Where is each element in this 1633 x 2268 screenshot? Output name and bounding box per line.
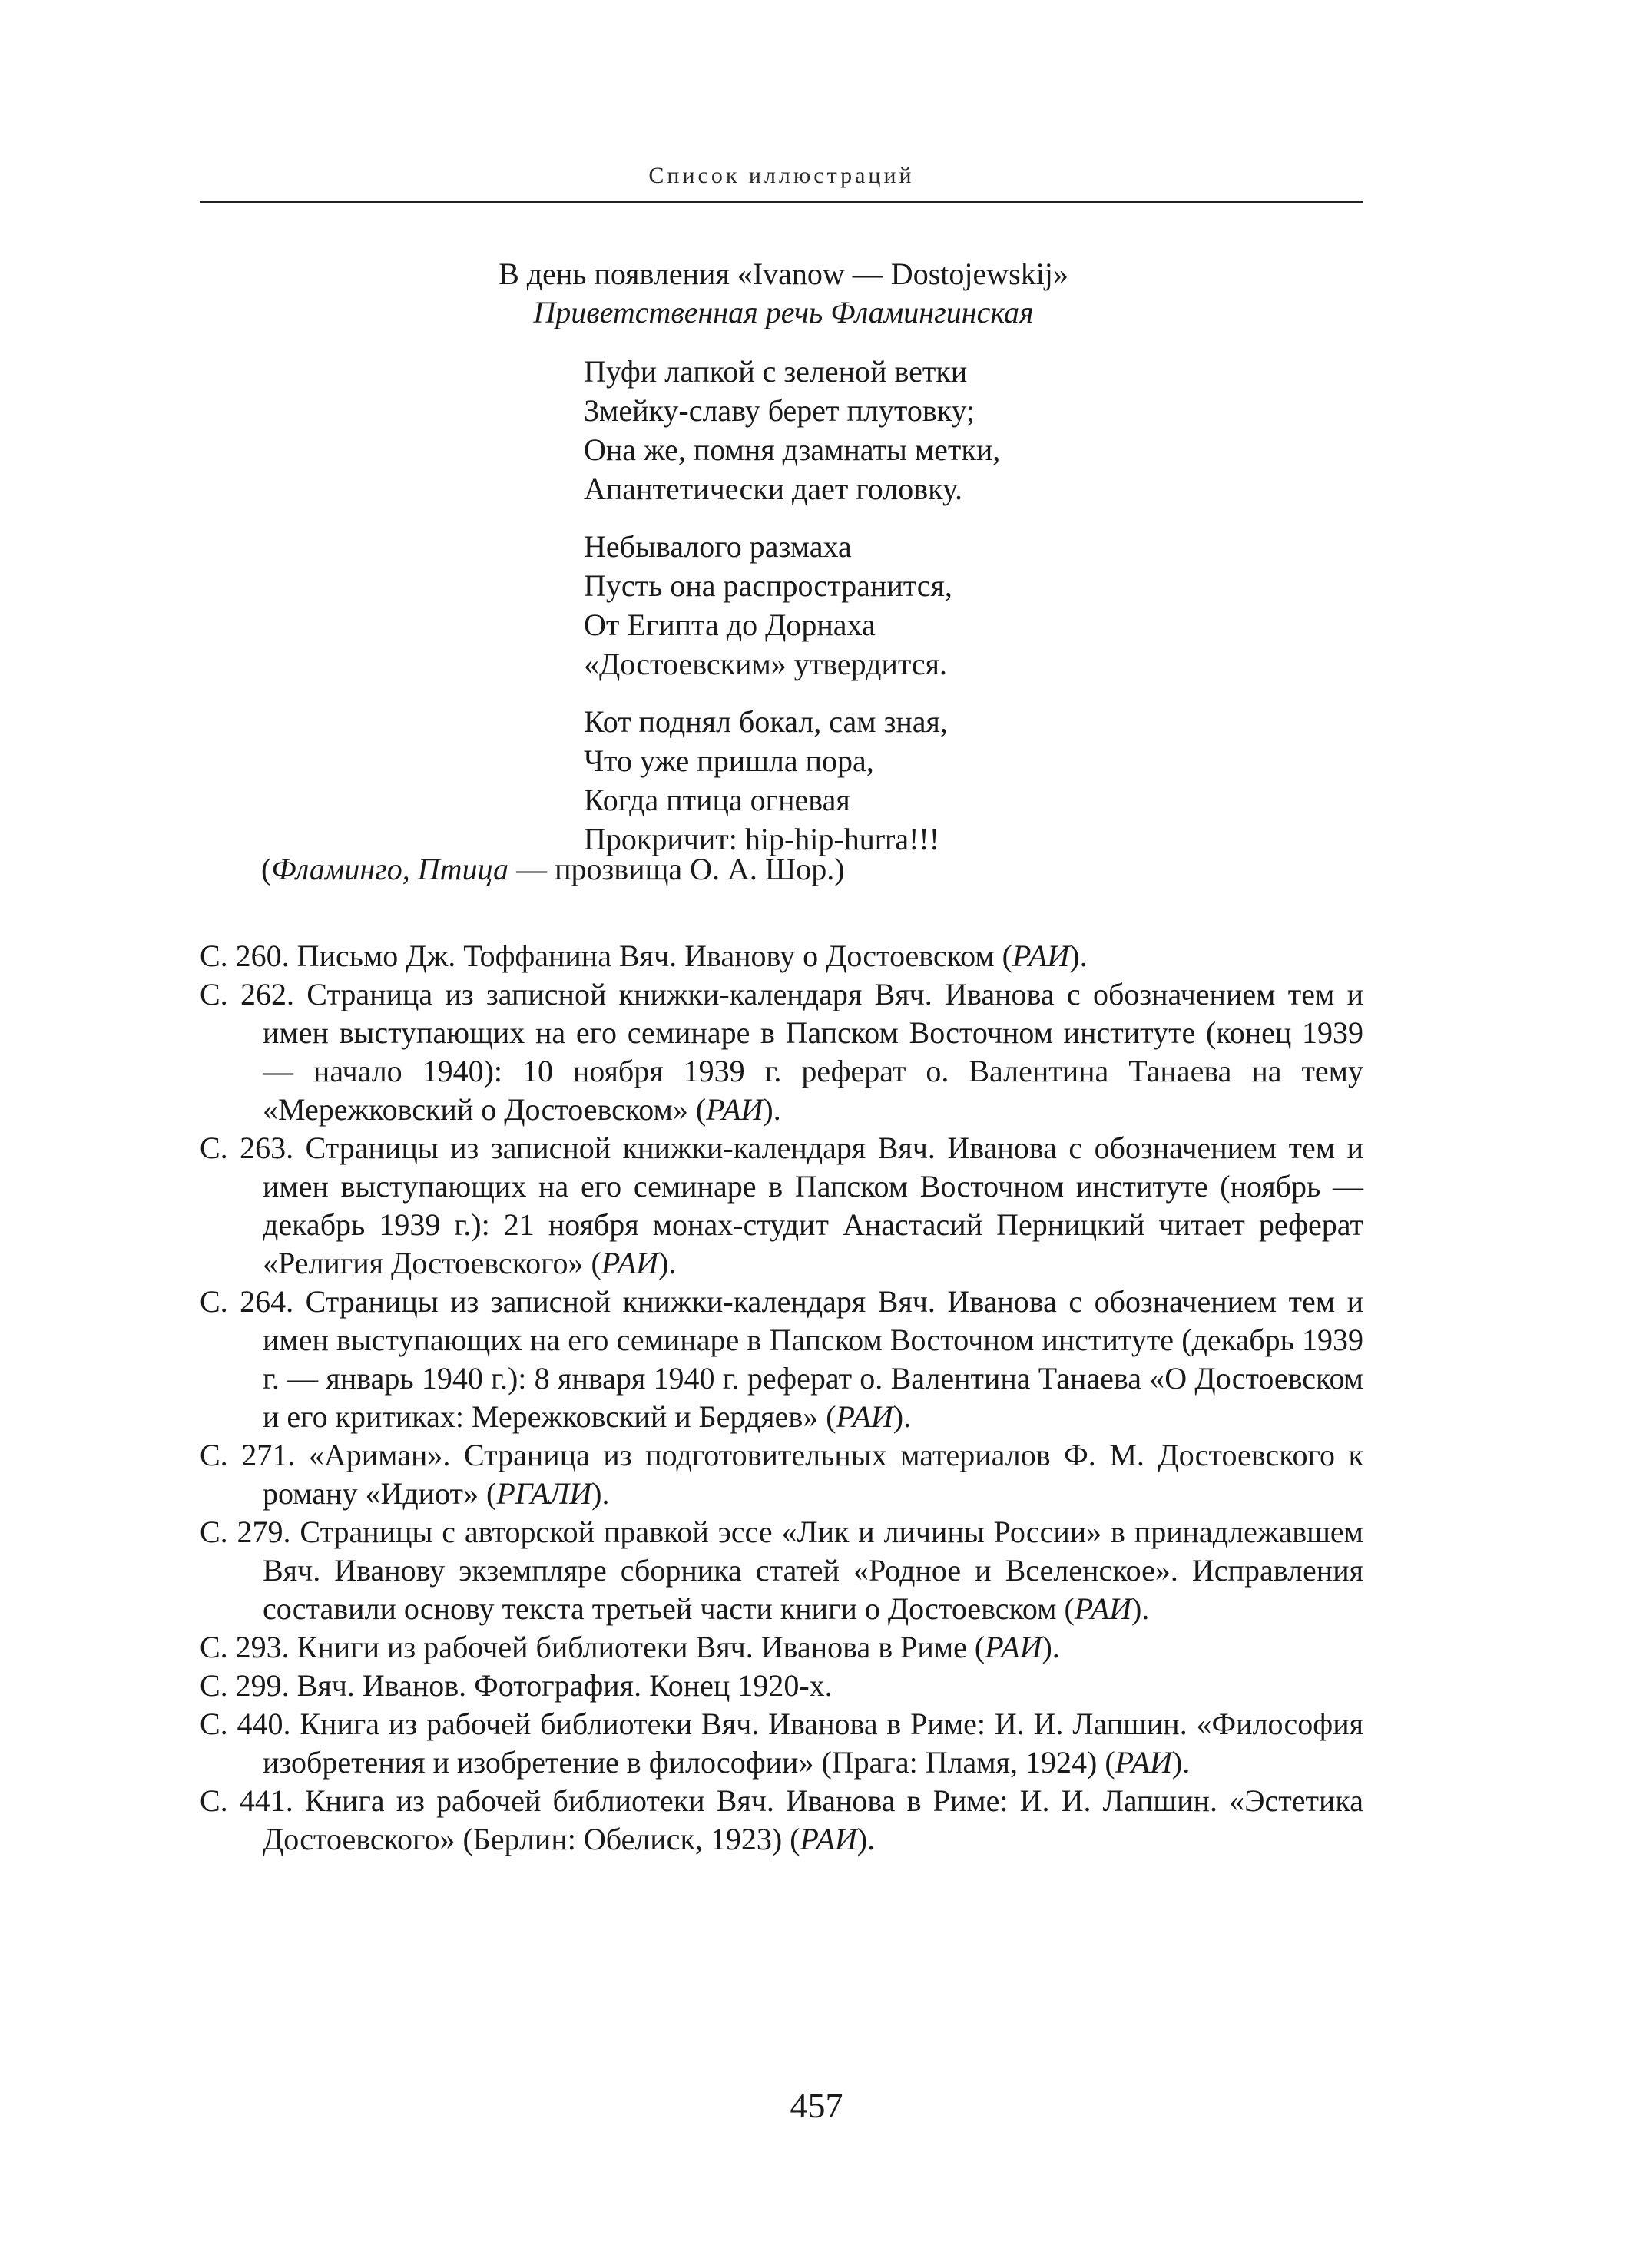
list-item xyxy=(200,1782,1363,1859)
entry-tail: ). xyxy=(1042,1630,1060,1664)
list-item xyxy=(200,1129,1363,1283)
entry-tail: ). xyxy=(1069,939,1088,973)
entry-text: С. 279. Страницы с авторской правкой эссе «Лик и личины России» в принадлежавшем Вяч. Иванову экземпляре сборника статей «Родное и Вселенское». Исправления составили основу текста третьей части книги о Достоевском ( xyxy=(200,1515,1363,1626)
poem-line: Кот поднял бокал, сам зная, xyxy=(584,704,948,739)
stanza xyxy=(584,352,1275,508)
entry-text: С. 260. Письмо Дж. Тоффанина Вяч. Иванову о Достоевском ( xyxy=(200,939,1012,973)
poem-line: Небывалого размаха xyxy=(584,529,852,564)
entry-source: РАИ xyxy=(1074,1591,1132,1626)
poem-note xyxy=(261,849,1260,889)
poem-heading xyxy=(384,255,1183,332)
poem-title: В день появления «Ivanow — Dostojewskij» xyxy=(499,257,1068,291)
entry-tail: ). xyxy=(591,1476,610,1511)
entry-text: С. 299. Вяч. Иванов. Фотография. Конец 1920-х. xyxy=(200,1668,833,1703)
poem-subtitle: Приветственная речь Фламингинская xyxy=(533,295,1034,329)
poem-line: «Достоевским» утвердится. xyxy=(584,647,948,681)
entry-text: С. 263. Страницы из записной книжки-календаря Вяч. Иванова с обозначением тем и имен выступающих на его семинаре в Папском Восточном институте (ноябрь — декабрь 1939 г.): 21 ноября монах-студит Анастасий Перницкий читает реферат «Религия Достоевского» ( xyxy=(200,1131,1363,1280)
entry-source: РАИ xyxy=(836,1399,893,1434)
entry-text: С. 440. Книга из рабочей библиотеки Вяч. Иванова в Риме: И. И. Лапшин. «Философия изобретения и изобретение в философии» (Прага: Пламя, 1924) ( xyxy=(200,1707,1363,1780)
page-number: 457 xyxy=(790,2086,843,2125)
entry-text: С. 441. Книга из рабочей библиотеки Вяч. Иванова в Риме: И. И. Лапшин. «Эстетика Достоевского» (Берлин: Обелиск, 1923) ( xyxy=(200,1783,1363,1856)
poem-line: Змейку-славу берет плутовку; xyxy=(584,393,975,428)
poem-line: Пуфи лапкой с зеленой ветки xyxy=(584,354,968,389)
poem-line: Апантетически дает головку. xyxy=(584,472,962,506)
entry-text: С. 262. Страница из записной книжки-календаря Вяч. Иванова с обозначением тем и имен выступающих на его семинаре в Папском Восточном институте (конец 1939 — начало 1940): 10 ноября 1939 г. реферат о. Валентина Танаева на тему «Мережковский о Достоевском» ( xyxy=(200,977,1363,1127)
list-item xyxy=(200,1628,1363,1667)
list-item xyxy=(200,1705,1363,1782)
list-item xyxy=(200,1667,1363,1705)
poem-note-italic: Фламинго, Птица xyxy=(271,852,509,886)
entry-tail: ). xyxy=(763,1092,781,1127)
entry-source: РАИ xyxy=(601,1246,659,1280)
entry-source: РАИ xyxy=(985,1630,1042,1664)
entry-tail: ). xyxy=(1131,1591,1150,1626)
list-item xyxy=(200,937,1363,975)
entry-source: РАИ xyxy=(1012,939,1070,973)
entry-source: РАИ xyxy=(1115,1745,1172,1780)
poem-note-rest: — прозвища О. А. Шор.) xyxy=(508,852,845,886)
stanza xyxy=(584,702,1275,859)
entry-source: РГАЛИ xyxy=(496,1476,592,1511)
entry-tail: ). xyxy=(1171,1745,1191,1780)
entry-text: С. 293. Книги из рабочей библиотеки Вяч. Иванова в Риме ( xyxy=(200,1630,985,1664)
poem-line: Пусть она распространится, xyxy=(584,568,952,603)
poem-body xyxy=(584,352,1275,877)
list-item xyxy=(200,1436,1363,1513)
poem-line: Она же, помня дзамнаты метки, xyxy=(584,432,1001,467)
poem-line: От Египта до Дорнаха xyxy=(584,608,876,642)
header-rule xyxy=(200,201,1363,203)
list-item xyxy=(200,1283,1363,1436)
stanza xyxy=(584,527,1275,684)
entry-source: РАИ xyxy=(706,1092,764,1127)
list-item xyxy=(200,1513,1363,1628)
entry-tail: ). xyxy=(856,1822,876,1856)
poem-line: Когда птица огневая xyxy=(584,783,850,817)
entry-text: С. 271. «Ариман». Страница из подготовительных материалов Ф. М. Достоевского к роману «Идиот» ( xyxy=(200,1438,1363,1511)
list-item xyxy=(200,975,1363,1129)
entry-source: РАИ xyxy=(800,1822,857,1856)
entry-tail: ). xyxy=(893,1399,912,1434)
poem-line: Прокричит: hip-hip-hurra!!! xyxy=(584,822,940,856)
running-head: Список иллюстраций xyxy=(648,163,915,188)
entry-tail: ). xyxy=(658,1246,677,1280)
poem-line: Что уже пришла пора, xyxy=(584,743,874,778)
entry-text: С. 264. Страницы из записной книжки-календаря Вяч. Иванова с обозначением тем и имен выступающих на его семинаре в Папском Восточном институте (декабрь 1939 г. — январь 1940 г.): 8 января 1940 г. реферат о. Валентина Танаева «О Достоевском и его критиках: Мережковский и Бердяев» ( xyxy=(200,1284,1363,1434)
illustration-list xyxy=(200,937,1363,1859)
poem-note-open: ( xyxy=(261,852,272,886)
